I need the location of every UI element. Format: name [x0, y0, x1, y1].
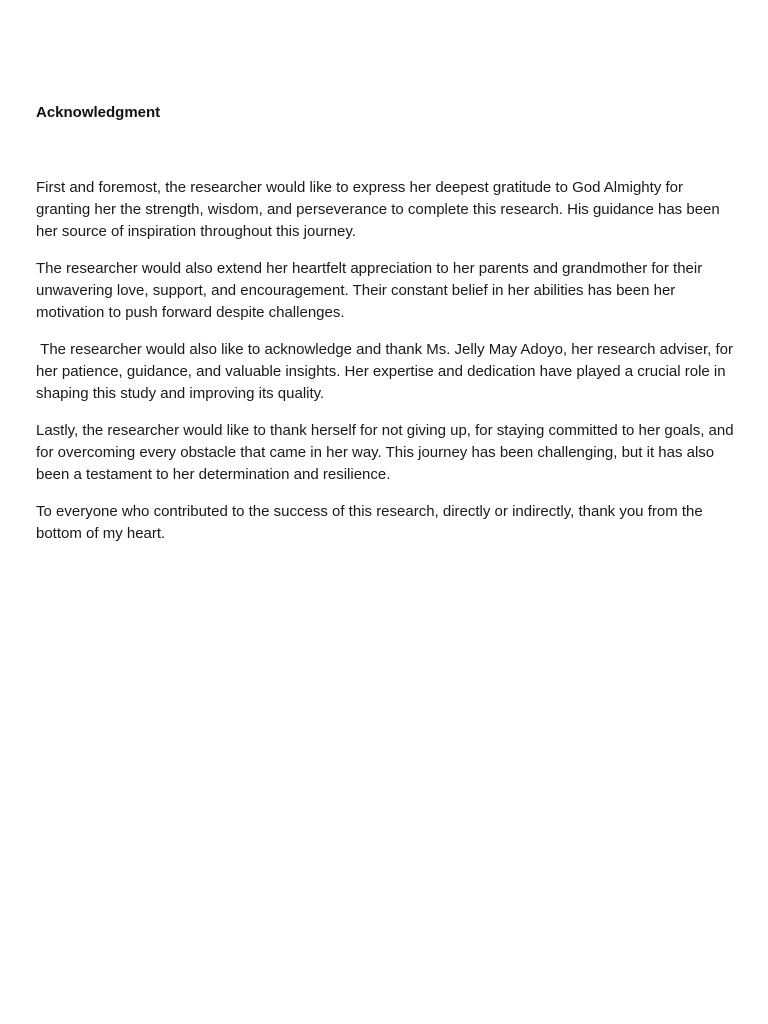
paragraph-adviser: The researcher would also like to acknowledge and thank Ms. Jelly May Adoyo, her research adviser, for her patience, guidance, and valuable insights. Her expertise and dedication have played a crucial role in shaping this study and improving its quality.	[36, 341, 738, 402]
paragraph-parents: The researcher would also extend her heartfelt appreciation to her parents and grandmother for their unwavering love, support, and encouragement. Their constant belief in her abilities has been her motivation to push forward despite challenges.	[36, 260, 707, 321]
document-page	[36, 102, 736, 560]
paragraph-everyone: To everyone who contributed to the success of this research, directly or indirectly, thank you from the bottom of my heart.	[36, 503, 707, 542]
document-title: Acknowledgment	[36, 104, 161, 121]
paragraph-gratitude-god: First and foremost, the researcher would like to express her deepest gratitude to God Almighty for granting her the strength, wisdom, and perseverance to complete this research. His guidance has been her source of inspiration throughout this journey.	[36, 179, 724, 240]
paragraph-self: Lastly, the researcher would like to thank herself for not giving up, for staying committed to her goals, and for overcoming every obstacle that came in her way. This journey has been challenging, but it has also been a testament to her determination and resilience.	[36, 422, 738, 483]
